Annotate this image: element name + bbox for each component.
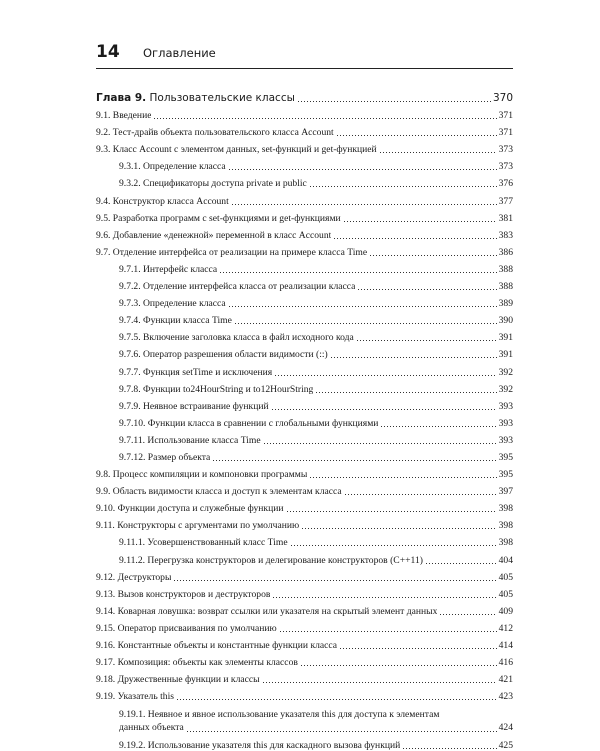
- dot-leader: [279, 631, 497, 632]
- chapter-page: 370: [492, 92, 513, 104]
- toc-entry[interactable]: [96, 172, 513, 189]
- toc-entry-text: 9.7.9. Неявное встраивание функций: [119, 400, 269, 412]
- toc-entry-page: 409: [498, 605, 513, 617]
- toc-entry[interactable]: [96, 378, 513, 395]
- toc-entry[interactable]: [96, 309, 513, 326]
- toc-entry-text-block: [119, 708, 513, 734]
- toc-entry[interactable]: [96, 360, 513, 377]
- toc-entry-text: 9.5. Разработка программ с set-функциями и get-функциями: [96, 212, 341, 224]
- toc-entry-text: 9.3.1. Определение класса: [119, 161, 226, 173]
- page-number: 14: [96, 42, 120, 62]
- toc-entry-text: 9.11.1. Усовершенствованный класс Time: [119, 537, 288, 549]
- toc-entry[interactable]: [96, 702, 513, 734]
- toc-entry-page: 405: [498, 588, 513, 600]
- dot-leader: [343, 221, 497, 222]
- toc-entry-text: 9.14. Коварная ловушка: возврат ссылки или указателя на скрытый элемент данных: [96, 605, 438, 617]
- header-rule: [96, 68, 513, 69]
- toc-entry-text: 9.19.2. Использование указателя this для каскадного вызова функций: [119, 740, 401, 751]
- dot-leader: [315, 392, 496, 393]
- toc-entry-page: 373: [498, 144, 513, 156]
- toc-entry-page: 391: [498, 349, 513, 361]
- chapter-title: Пользовательские классы: [149, 93, 295, 104]
- toc-entry[interactable]: [96, 275, 513, 292]
- toc-entry-page: 416: [498, 657, 513, 669]
- toc-entry-text: 9.7. Отделение интерфейса от реализации на примере класса Time: [96, 246, 368, 258]
- toc-entry-page: 424: [498, 722, 513, 734]
- toc-entry-page: 398: [498, 537, 513, 549]
- toc-entry[interactable]: [96, 566, 513, 583]
- dot-leader: [274, 375, 496, 376]
- toc-entry[interactable]: [96, 395, 513, 412]
- toc-entry-page: 392: [498, 383, 513, 395]
- dot-leader: [263, 443, 497, 444]
- toc-entry[interactable]: [96, 292, 513, 309]
- table-of-contents: [96, 78, 513, 751]
- toc-entry-page: 393: [498, 434, 513, 446]
- dot-leader: [309, 477, 496, 478]
- toc-entry[interactable]: [96, 480, 513, 497]
- dot-leader: [330, 357, 497, 358]
- toc-entry[interactable]: [96, 241, 513, 258]
- toc-entry-page: 371: [498, 110, 513, 122]
- toc-entry-page: 391: [498, 332, 513, 344]
- dot-leader: [272, 597, 496, 598]
- toc-entry-page: 383: [498, 229, 513, 241]
- dot-leader: [186, 731, 497, 732]
- toc-entry[interactable]: [96, 138, 513, 155]
- toc-entry-text: 9.18. Дружественные функции и классы: [96, 674, 260, 686]
- dot-leader: [290, 545, 497, 546]
- toc-entry-page: 381: [498, 212, 513, 224]
- dot-leader: [369, 255, 496, 256]
- running-title: Оглавление: [143, 46, 216, 60]
- toc-entry-page: 398: [498, 520, 513, 532]
- toc-entry-page: 395: [498, 469, 513, 481]
- toc-entry-page: 412: [498, 622, 513, 634]
- toc-entry-text: 9.1. Введение: [96, 110, 152, 122]
- toc-entry[interactable]: [96, 104, 513, 121]
- toc-entry[interactable]: [96, 734, 513, 751]
- toc-entry[interactable]: [96, 326, 513, 343]
- toc-entry-page: 397: [498, 486, 513, 498]
- toc-entry-page: 376: [498, 178, 513, 190]
- toc-entry-text: 9.12. Деструкторы: [96, 571, 172, 583]
- dot-leader: [439, 614, 496, 615]
- toc-entry-page: 395: [498, 451, 513, 463]
- dot-leader: [228, 306, 497, 307]
- toc-entry-page: 392: [498, 366, 513, 378]
- toc-entry-text: 9.17. Композиция: объекты как элементы классов: [96, 657, 298, 669]
- toc-entry-text: 9.8. Процесс компиляции и компоновки программы: [96, 469, 308, 481]
- toc-entry[interactable]: [96, 548, 513, 565]
- toc-entry-text: 9.7.3. Определение класса: [119, 298, 226, 310]
- dot-leader: [380, 426, 496, 427]
- toc-entry-text: 9.7.7. Функция setTime и исключения: [119, 366, 273, 378]
- toc-entry[interactable]: [96, 343, 513, 360]
- toc-entry[interactable]: [96, 600, 513, 617]
- toc-entry[interactable]: [96, 189, 513, 206]
- toc-entry[interactable]: [96, 224, 513, 241]
- toc-entry[interactable]: [96, 463, 513, 480]
- toc-entry-page: 388: [498, 281, 513, 293]
- toc-entry-text: 9.19. Указатель this: [96, 691, 174, 703]
- toc-entry-page: 377: [498, 195, 513, 207]
- dot-leader: [212, 460, 496, 461]
- dot-leader: [357, 289, 496, 290]
- toc-entry-page: 389: [498, 298, 513, 310]
- dot-leader: [402, 748, 496, 749]
- dot-leader: [344, 494, 497, 495]
- toc-entry-text: 9.10. Функции доступа и служебные функции: [96, 503, 284, 515]
- toc-entry-text: 9.7.11. Использование класса Time: [119, 434, 261, 446]
- toc-entry[interactable]: [96, 634, 513, 651]
- dot-leader: [333, 238, 496, 239]
- dot-leader: [379, 152, 497, 153]
- toc-entry[interactable]: [96, 412, 513, 429]
- toc-entry-text: 9.7.1. Интерфейс класса: [119, 263, 218, 275]
- dot-leader: [176, 699, 497, 700]
- toc-entry[interactable]: [96, 651, 513, 668]
- dot-leader: [173, 580, 496, 581]
- toc-entry-page: 423: [498, 691, 513, 703]
- toc-entry-text: 9.19.1. Неявное и явное использование указателя this для доступа к элементам: [119, 709, 440, 721]
- toc-entry[interactable]: [96, 583, 513, 600]
- toc-entry-page: 393: [498, 417, 513, 429]
- dot-leader: [356, 340, 497, 341]
- toc-entry-text: 9.4. Конструктор класса Account: [96, 195, 229, 207]
- toc-entry-text: 9.7.2. Отделение интерфейса класса от реализации класса: [119, 281, 356, 293]
- toc-entry-text: 9.6. Добавление «денежной» переменной в класс Account: [96, 229, 332, 241]
- toc-entry[interactable]: [96, 121, 513, 138]
- dot-leader: [262, 682, 497, 683]
- toc-entry-page: 425: [498, 740, 513, 751]
- toc-entry[interactable]: [96, 155, 513, 172]
- toc-entry[interactable]: [96, 531, 513, 548]
- chapter-heading: [96, 93, 295, 104]
- toc-entry[interactable]: [96, 617, 513, 634]
- toc-entry-page: 421: [498, 674, 513, 686]
- dot-leader: [301, 528, 496, 529]
- dot-leader: [219, 272, 496, 273]
- toc-entry-page: 405: [498, 571, 513, 583]
- toc-entry-text: 9.2. Тест-драйв объекта пользовательского класса Account: [96, 127, 334, 139]
- dot-leader: [271, 409, 497, 410]
- dot-leader: [231, 204, 497, 205]
- toc-entry-text: 9.3. Класс Account с элементом данных, set-функций и get-функцией: [96, 144, 377, 156]
- toc-entry-page: 388: [498, 263, 513, 275]
- dot-leader: [309, 186, 497, 187]
- toc-entry[interactable]: [96, 429, 513, 446]
- toc-entry-text: 9.7.6. Оператор разрешения области видимости (::): [119, 349, 328, 361]
- toc-entry-text-continued: данных объекта: [119, 722, 184, 734]
- toc-entry-page: 393: [498, 400, 513, 412]
- toc-entry-page: 371: [498, 127, 513, 139]
- toc-entry-text: 9.7.5. Включение заголовка класса в файл исходного кода: [119, 332, 354, 344]
- dot-leader: [234, 323, 497, 324]
- toc-entry[interactable]: [96, 514, 513, 531]
- toc-entry[interactable]: [96, 258, 513, 275]
- toc-entry[interactable]: [96, 685, 513, 702]
- toc-entry-page: 386: [498, 246, 513, 258]
- toc-entry-text: 9.7.12. Размер объекта: [119, 451, 211, 463]
- toc-entry[interactable]: [96, 446, 513, 463]
- toc-entry[interactable]: [96, 497, 513, 514]
- dot-leader: [286, 511, 497, 512]
- dot-leader: [425, 563, 497, 564]
- toc-entry-page: 373: [498, 161, 513, 173]
- toc-entry-text: 9.15. Оператор присваивания по умолчанию: [96, 622, 277, 634]
- toc-entry-page: 404: [498, 554, 513, 566]
- dot-leader: [228, 169, 497, 170]
- toc-entry-page: 398: [498, 503, 513, 515]
- toc-entry-text: 9.3.2. Спецификаторы доступа private и public: [119, 178, 307, 190]
- dot-leader: [153, 118, 496, 119]
- toc-entry-text: 9.7.4. Функции класса Time: [119, 315, 232, 327]
- toc-entry-text: 9.13. Вызов конструкторов и деструкторов: [96, 588, 271, 600]
- toc-entry-page: 414: [498, 640, 513, 651]
- dot-leader: [300, 665, 497, 666]
- toc-entry-text: 9.7.8. Функции to24HourString и to12HourString: [119, 383, 314, 395]
- toc-entry[interactable]: [96, 668, 513, 685]
- toc-entry-text: 9.16. Константные объекты и константные функции класса: [96, 640, 338, 651]
- toc-entry-text: 9.9. Область видимости класса и доступ к элементам класса: [96, 486, 342, 498]
- toc-entry-text: 9.11. Конструкторы с аргументами по умолчанию: [96, 520, 300, 532]
- dot-leader: [297, 101, 491, 102]
- toc-entry-text: 9.7.10. Функции класса в сравнении с глобальными функциями: [119, 417, 379, 429]
- toc-entry[interactable]: [96, 207, 513, 224]
- toc-entry-text: 9.11.2. Перегрузка конструкторов и делегирование конструкторов (C++11): [119, 554, 423, 566]
- dot-leader: [339, 648, 497, 649]
- toc-entry-page: 390: [498, 315, 513, 327]
- dot-leader: [336, 135, 497, 136]
- chapter-entry[interactable]: [96, 78, 513, 104]
- chapter-label: Глава 9.: [96, 93, 147, 104]
